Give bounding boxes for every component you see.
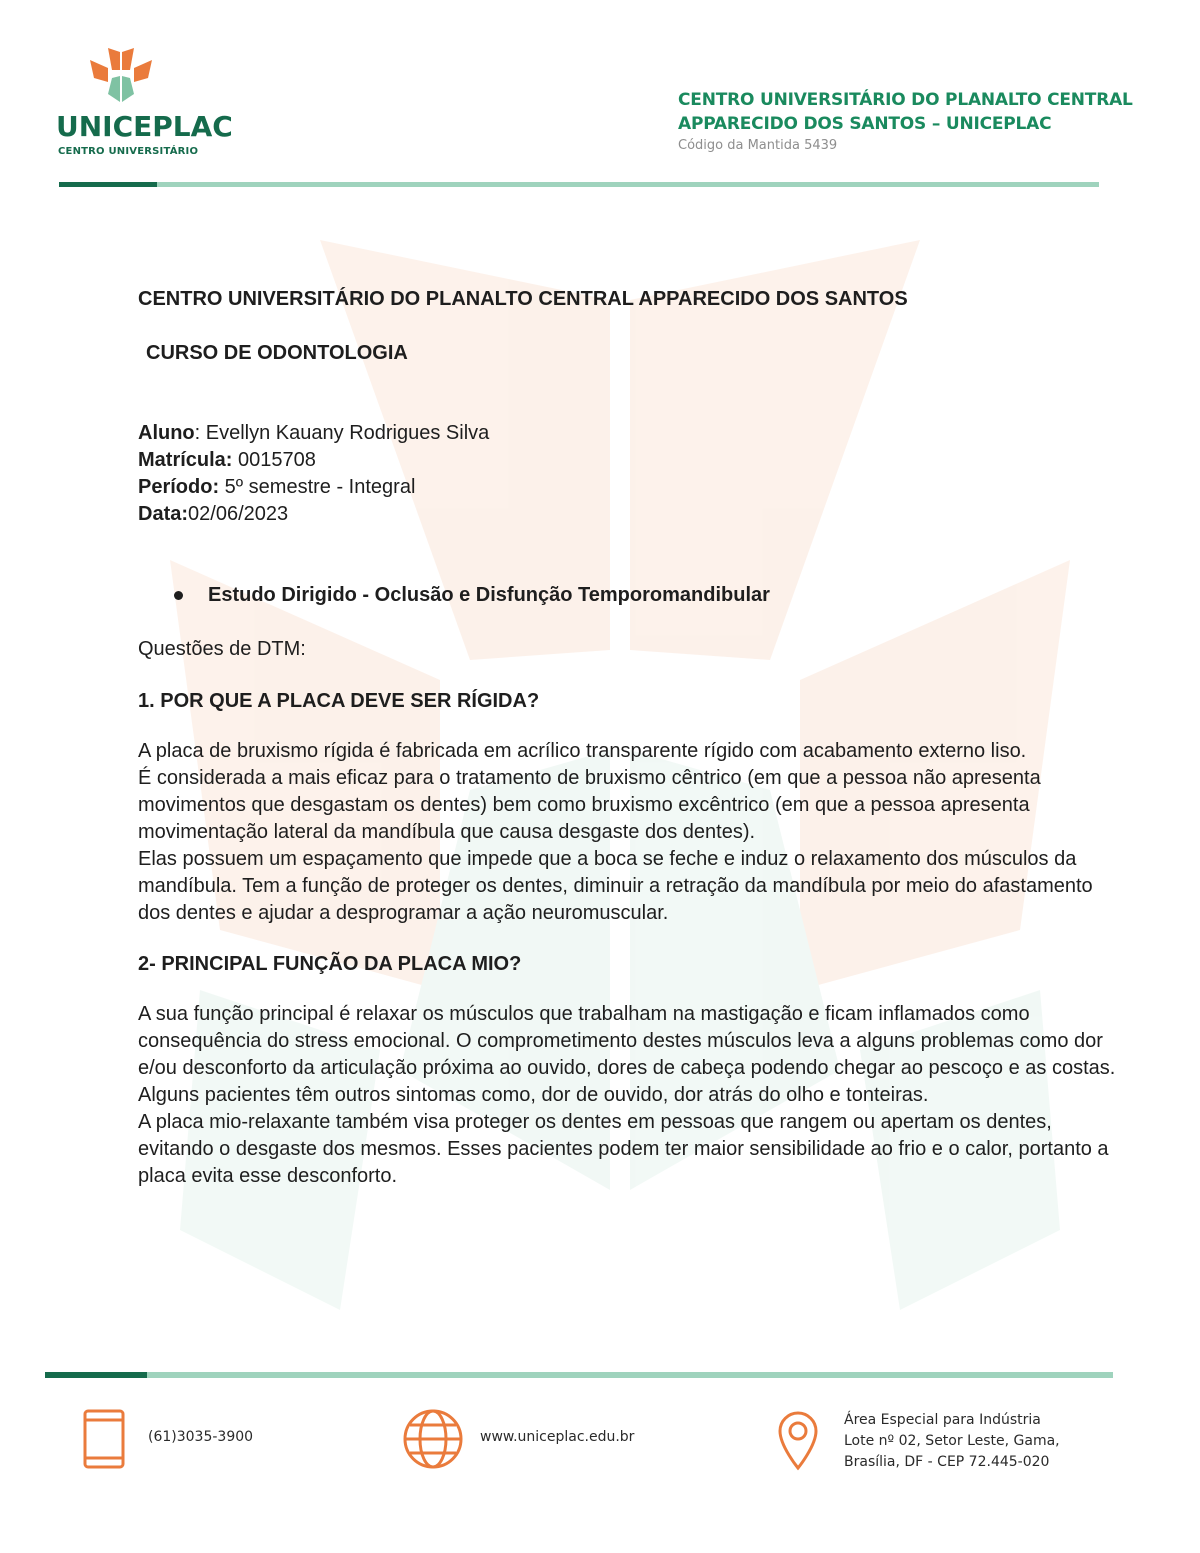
study-title: Estudo Dirigido - Oclusão e Disfunção Temporomandibular <box>208 584 770 606</box>
institution-code: Código da Mantida 5439 <box>678 138 838 153</box>
student-row <box>138 420 1118 447</box>
location-pin-icon <box>776 1410 820 1472</box>
footer-website: www.uniceplac.edu.br <box>480 1429 635 1445</box>
answer-paragraph: A placa mio-relaxante também visa proteger os dentes em pessoas que rangem ou apertam os dentes, evitando o desgaste dos mesmos. Esses pacientes podem ter maior sensibilidade ao frio e o calor, portanto a placa evita esse desconforto. <box>138 1111 1109 1187</box>
question-2-answer <box>138 1001 1118 1190</box>
period-label: Período: <box>138 476 220 498</box>
period-row <box>138 474 1118 501</box>
period-value: 5º semestre - Integral <box>219 476 416 498</box>
registration-row <box>138 447 1118 474</box>
registration-value: 0015708 <box>232 449 316 471</box>
globe-icon <box>402 1408 464 1470</box>
footer-divider <box>45 1372 1113 1378</box>
footer-phone: (61)3035-3900 <box>148 1429 254 1445</box>
institution-header <box>678 88 1133 156</box>
logo-name: UNICEPLAC <box>56 110 233 143</box>
answer-paragraph: A placa de bruxismo rígida é fabricada em acrílico transparente rígido com acabamento externo liso. <box>138 740 1027 762</box>
course-title: CURSO DE ODONTOLOGIA <box>146 342 408 364</box>
answer-paragraph: Elas possuem um espaçamento que impede que a boca se feche e induz o relaxamento dos músculos da mandíbula. Tem a função de proteger os dentes, diminuir a retração da mandíbula por meio do afastamento dos dentes e ajudar a desprogramar a ação neuromuscular. <box>138 848 1093 924</box>
uniceplac-logo-icon <box>86 44 156 106</box>
registration-label: Matrícula: <box>138 449 233 471</box>
study-title-item <box>174 580 1118 610</box>
student-value: : Evellyn Kauany Rodrigues Silva <box>194 422 490 444</box>
uniceplac-logo <box>56 44 233 164</box>
questions-intro: Questões de DTM: <box>138 638 306 660</box>
date-value: 02/06/2023 <box>188 503 289 525</box>
logo-subtitle: CENTRO UNIVERSITÁRIO <box>58 146 199 157</box>
address-line-3: Brasília, DF - CEP 72.445-020 <box>844 1454 1050 1470</box>
document-body <box>138 284 1118 1190</box>
answer-paragraph: É considerada a mais eficaz para o tratamento de bruxismo cêntrico (em que a pessoa não apresenta movimentos que desgastam os dentes) bem como bruxismo excêntrico (em que a pessoa apresenta movimentação lateral da mandíbula que causa desgaste dos dentes). <box>138 767 1041 843</box>
institution-name-line1: CENTRO UNIVERSITÁRIO DO PLANALTO CENTRAL <box>678 90 1133 110</box>
bullet-icon <box>174 591 183 600</box>
footer-address <box>844 1410 1060 1473</box>
date-label: Data: <box>138 503 189 525</box>
student-info <box>138 420 1118 528</box>
institution-name-line2: APPARECIDO DOS SANTOS – UNICEPLAC <box>678 114 1052 134</box>
header-divider <box>59 182 1099 187</box>
phone-icon <box>82 1408 126 1470</box>
address-line-1: Área Especial para Indústria <box>844 1412 1041 1428</box>
institution-title: CENTRO UNIVERSITÁRIO DO PLANALTO CENTRAL APPARECIDO DOS SANTOS <box>138 288 908 310</box>
answer-paragraph: A sua função principal é relaxar os músculos que trabalham na mastigação e ficam inflamados como consequência do stress emocional. O comprometimento destes músculos leva a alguns problemas como dor e/ou desconforto da articulação próxima ao ouvido, dores de cabeça podendo chegar ao pescoço e as costas. Alguns pacientes têm outros sintomas como, dor de ouvido, dor atrás do olho e tonteiras. <box>138 1003 1116 1106</box>
question-1-answer <box>138 738 1118 927</box>
question-1-title: 1. POR QUE A PLACA DEVE SER RÍGIDA? <box>138 690 540 712</box>
question-2-title: 2- PRINCIPAL FUNÇÃO DA PLACA MIO? <box>138 953 522 975</box>
student-label: Aluno <box>138 422 195 444</box>
date-row <box>138 501 1118 528</box>
address-line-2: Lote nº 02, Setor Leste, Gama, <box>844 1433 1060 1449</box>
